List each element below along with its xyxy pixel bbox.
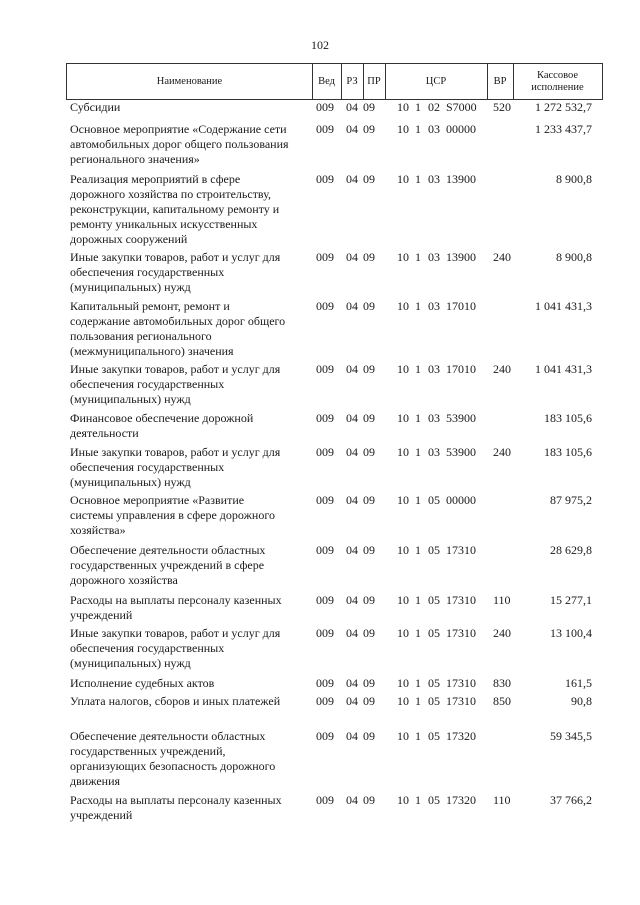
row-rz: 04 [346, 493, 358, 507]
row-rz: 04 [346, 299, 358, 313]
row-csr-direction: 17310 [446, 694, 476, 708]
row-name: Иные закупки товаров, работ и услуг для обеспечения государственных (муниципальных) нужд [70, 362, 281, 406]
row-ved: 009 [316, 172, 334, 186]
page-number: 102 [311, 38, 329, 52]
row-ved: 009 [316, 411, 334, 425]
row-amount: 8 900,8 [556, 172, 592, 186]
row-pr: 09 [363, 100, 375, 114]
row-name: Реализация мероприятий в сфере дорожного хозяйства по строительству, реконструкции, капитальному ремонту и ремонту уникальных искусственных дорожных сооружений [70, 172, 280, 246]
row-csr-program: 10 [397, 122, 409, 136]
row-pr: 09 [363, 299, 375, 313]
row-csr-subprogram: 1 [415, 729, 421, 743]
row-vr: 240 [493, 445, 511, 459]
row-rz: 04 [346, 593, 358, 607]
row-amount: 161,5 [565, 676, 592, 690]
row-rz: 04 [346, 122, 358, 136]
row-name: Исполнение судебных актов [70, 676, 215, 690]
row-csr-subprogram: 1 [415, 626, 421, 640]
row-csr-direction: 17320 [446, 793, 476, 807]
row-csr-event: 05 [428, 793, 440, 807]
row-csr-event: 03 [428, 411, 440, 425]
row-csr-subprogram: 1 [415, 362, 421, 376]
row-csr-direction: 00000 [446, 122, 476, 136]
row-csr-event: 05 [428, 626, 440, 640]
row-csr-subprogram: 1 [415, 299, 421, 313]
row-ved: 009 [316, 543, 334, 557]
row-name: Иные закупки товаров, работ и услуг для обеспечения государственных (муниципальных) нужд [70, 445, 281, 489]
row-name: Иные закупки товаров, работ и услуг для обеспечения государственных (муниципальных) нужд [70, 250, 281, 294]
row-csr-event: 03 [428, 362, 440, 376]
row-csr-program: 10 [397, 729, 409, 743]
row-csr-direction: 00000 [446, 493, 476, 507]
row-amount: 13 100,4 [550, 626, 592, 640]
row-csr-program: 10 [397, 493, 409, 507]
row-ved: 009 [316, 493, 334, 507]
row-csr-program: 10 [397, 250, 409, 264]
row-csr-direction: 13900 [446, 250, 476, 264]
row-pr: 09 [363, 411, 375, 425]
row-csr-program: 10 [397, 626, 409, 640]
row-rz: 04 [346, 445, 358, 459]
row-ved: 009 [316, 694, 334, 708]
row-csr-program: 10 [397, 172, 409, 186]
row-rz: 04 [346, 694, 358, 708]
row-rz: 04 [346, 729, 358, 743]
row-csr-program: 10 [397, 694, 409, 708]
row-csr-program: 10 [397, 100, 409, 114]
row-csr-subprogram: 1 [415, 676, 421, 690]
row-amount: 183 105,6 [544, 445, 592, 459]
row-name: Основное мероприятие «Содержание сети автомобильных дорог общего пользования регионального значения» [70, 122, 289, 166]
row-rz: 04 [346, 676, 358, 690]
row-vr: 240 [493, 626, 511, 640]
row-csr-subprogram: 1 [415, 100, 421, 114]
row-csr-program: 10 [397, 362, 409, 376]
row-ved: 009 [316, 445, 334, 459]
header-amount-line2: исполнение [531, 81, 584, 93]
row-csr-event: 03 [428, 299, 440, 313]
row-ved: 009 [316, 676, 334, 690]
row-rz: 04 [346, 172, 358, 186]
row-name: Капитальный ремонт, ремонт и содержание автомобильных дорог общего пользования регионального (межмуниципального) значения [70, 299, 286, 358]
row-csr-direction: 17010 [446, 299, 476, 313]
row-csr-direction: 17310 [446, 676, 476, 690]
row-ved: 009 [316, 626, 334, 640]
row-csr-direction: 17310 [446, 626, 476, 640]
row-csr-subprogram: 1 [415, 543, 421, 557]
row-csr-event: 05 [428, 694, 440, 708]
row-csr-direction: 17010 [446, 362, 476, 376]
row-csr-subprogram: 1 [415, 122, 421, 136]
row-ved: 009 [316, 793, 334, 807]
header-ved: Вед [318, 75, 335, 87]
header-csr: ЦСР [425, 75, 447, 87]
row-amount: 15 277,1 [550, 593, 592, 607]
row-amount: 87 975,2 [550, 493, 592, 507]
row-ved: 009 [316, 250, 334, 264]
row-csr-subprogram: 1 [415, 172, 421, 186]
row-rz: 04 [346, 411, 358, 425]
row-csr-subprogram: 1 [415, 694, 421, 708]
row-vr: 240 [493, 362, 511, 376]
row-csr-direction: 17320 [446, 729, 476, 743]
row-csr-subprogram: 1 [415, 493, 421, 507]
row-rz: 04 [346, 362, 358, 376]
row-pr: 09 [363, 445, 375, 459]
row-csr-event: 05 [428, 593, 440, 607]
row-name: Иные закупки товаров, работ и услуг для обеспечения государственных (муниципальных) нужд [70, 626, 281, 670]
row-csr-program: 10 [397, 793, 409, 807]
row-pr: 09 [363, 362, 375, 376]
row-pr: 09 [363, 172, 375, 186]
row-name: Финансовое обеспечение дорожной деятельности [70, 411, 254, 440]
row-vr: 830 [493, 676, 511, 690]
row-pr: 09 [363, 543, 375, 557]
row-csr-direction: 17310 [446, 593, 476, 607]
row-csr-direction: S7000 [446, 100, 477, 114]
row-rz: 04 [346, 100, 358, 114]
row-csr-event: 05 [428, 543, 440, 557]
row-ved: 009 [316, 299, 334, 313]
row-name: Субсидии [70, 100, 121, 114]
table-header [66, 63, 603, 100]
row-amount: 1 272 532,7 [535, 100, 592, 114]
row-name: Расходы на выплаты персоналу казенных учреждений [70, 593, 282, 622]
row-name: Основное мероприятие «Развитие системы управления в сфере дорожного хозяйства» [70, 493, 275, 537]
row-amount: 8 900,8 [556, 250, 592, 264]
row-csr-program: 10 [397, 676, 409, 690]
row-amount: 90,8 [571, 694, 592, 708]
row-csr-subprogram: 1 [415, 593, 421, 607]
row-pr: 09 [363, 793, 375, 807]
row-rz: 04 [346, 250, 358, 264]
row-csr-subprogram: 1 [415, 411, 421, 425]
row-csr-program: 10 [397, 411, 409, 425]
header-rz: РЗ [346, 75, 358, 87]
header-name: Наименование [156, 75, 223, 87]
row-rz: 04 [346, 543, 358, 557]
row-csr-event: 02 [428, 100, 440, 114]
row-amount: 59 345,5 [550, 729, 592, 743]
row-ved: 009 [316, 729, 334, 743]
row-amount: 183 105,6 [544, 411, 592, 425]
row-pr: 09 [363, 250, 375, 264]
row-csr-program: 10 [397, 445, 409, 459]
row-csr-direction: 53900 [446, 411, 476, 425]
row-csr-direction: 17310 [446, 543, 476, 557]
header-pr: ПР [367, 75, 381, 87]
row-csr-event: 05 [428, 729, 440, 743]
row-csr-direction: 13900 [446, 172, 476, 186]
row-name: Уплата налогов, сборов и иных платежей [70, 694, 281, 708]
row-name: Расходы на выплаты персоналу казенных учреждений [70, 793, 282, 822]
row-amount: 28 629,8 [550, 543, 592, 557]
row-rz: 04 [346, 793, 358, 807]
row-csr-event: 03 [428, 445, 440, 459]
row-vr: 110 [493, 793, 511, 807]
row-amount: 1 041 431,3 [535, 362, 592, 376]
row-pr: 09 [363, 593, 375, 607]
row-pr: 09 [363, 626, 375, 640]
row-csr-event: 05 [428, 493, 440, 507]
row-pr: 09 [363, 676, 375, 690]
row-pr: 09 [363, 729, 375, 743]
row-vr: 110 [493, 593, 511, 607]
row-csr-program: 10 [397, 299, 409, 313]
row-pr: 09 [363, 122, 375, 136]
row-csr-subprogram: 1 [415, 445, 421, 459]
row-name: Обеспечение деятельности областных государственных учреждений, организующих безопасность дорожного движения [70, 729, 276, 788]
row-ved: 009 [316, 593, 334, 607]
row-csr-program: 10 [397, 593, 409, 607]
row-csr-program: 10 [397, 543, 409, 557]
header-vr: ВР [493, 75, 507, 87]
row-ved: 009 [316, 362, 334, 376]
row-csr-direction: 53900 [446, 445, 476, 459]
row-csr-event: 03 [428, 172, 440, 186]
row-amount: 1 233 437,7 [535, 122, 592, 136]
row-pr: 09 [363, 694, 375, 708]
row-csr-event: 05 [428, 676, 440, 690]
row-ved: 009 [316, 100, 334, 114]
row-vr: 520 [493, 100, 511, 114]
row-rz: 04 [346, 626, 358, 640]
row-csr-subprogram: 1 [415, 250, 421, 264]
row-amount: 37 766,2 [550, 793, 592, 807]
row-ved: 009 [316, 122, 334, 136]
row-name: Обеспечение деятельности областных государственных учреждений в сфере дорожного хозяйства [70, 543, 266, 587]
header-amount [513, 64, 602, 99]
row-vr: 240 [493, 250, 511, 264]
row-pr: 09 [363, 493, 375, 507]
row-amount: 1 041 431,3 [535, 299, 592, 313]
row-vr: 850 [493, 694, 511, 708]
row-csr-event: 03 [428, 122, 440, 136]
header-amount-line1: Кассовое [536, 69, 579, 81]
row-csr-subprogram: 1 [415, 793, 421, 807]
row-csr-event: 03 [428, 250, 440, 264]
